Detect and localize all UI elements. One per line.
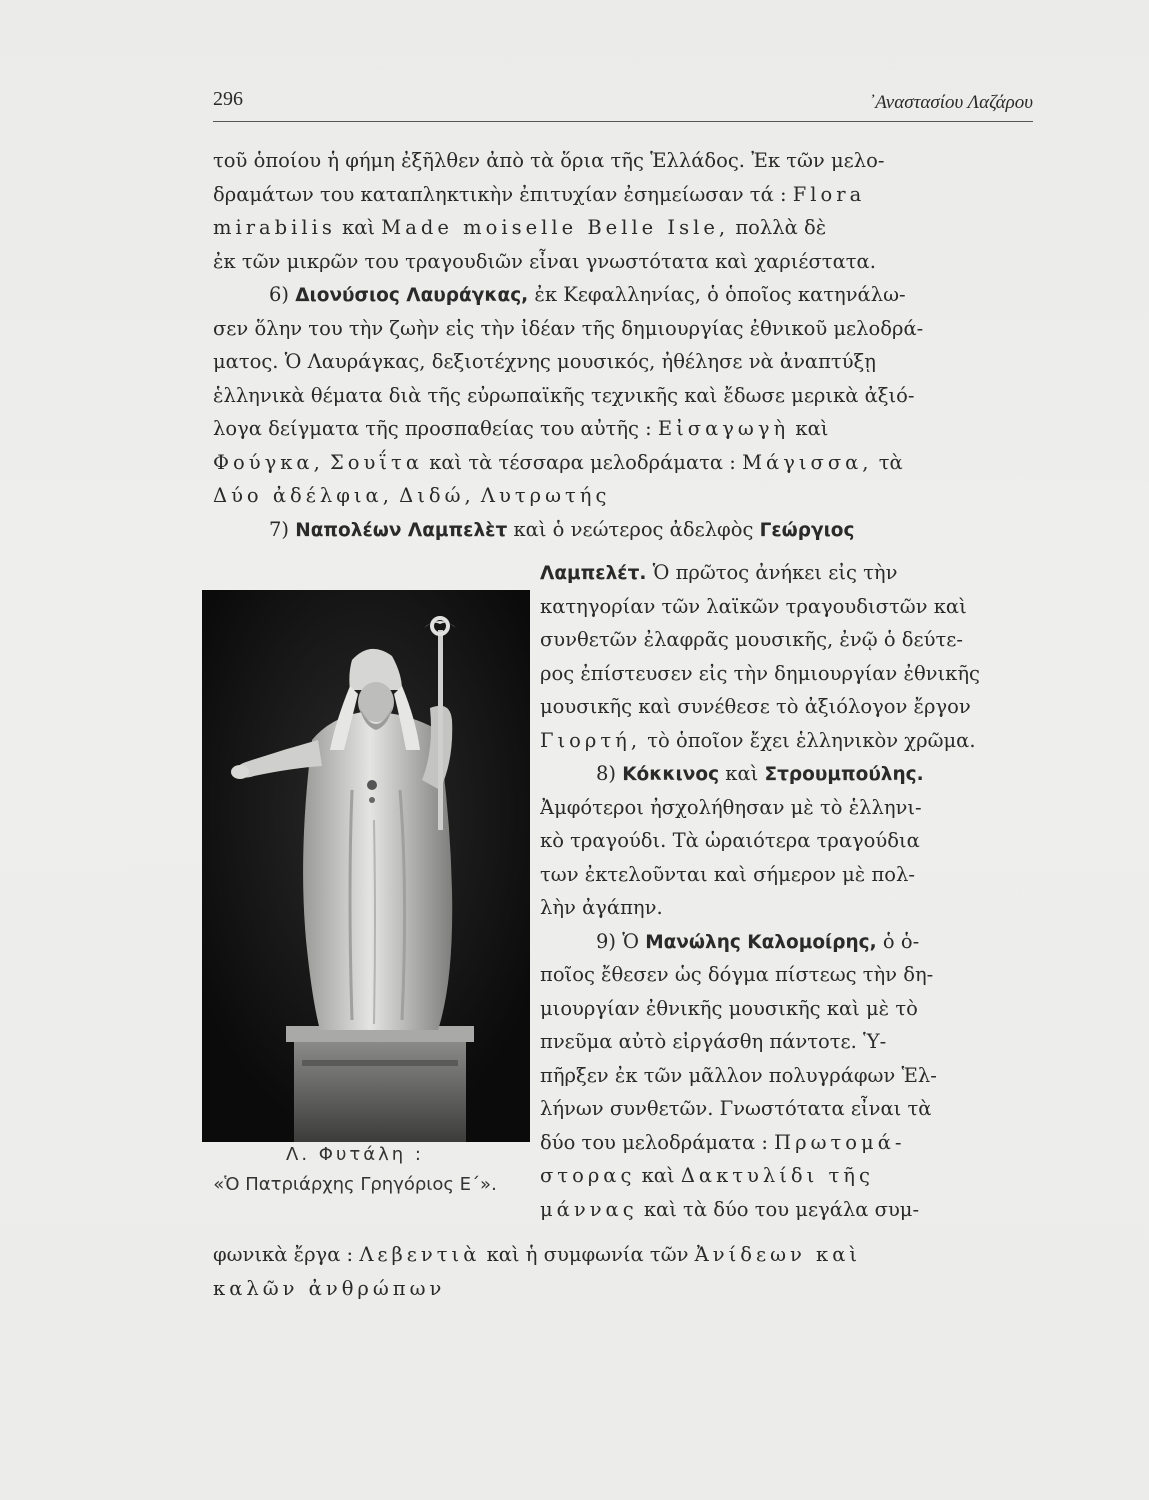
page-number: 296 [213,88,243,110]
text-line-content: ἑλληνικὰ θέματα διὰ τῆς εὐρωπαϊκῆς τεχνικῆς καὶ ἔδωσε μερικὰ ἀξιό- [213,383,915,407]
text-fragment: Ὁ [622,929,639,953]
text-line [213,379,1033,413]
text-line [540,824,1033,858]
text-line [540,992,1033,1026]
page-header [213,88,1033,124]
text-fragment: πολλὰ δὲ [735,216,827,239]
text-line-content: Ἀμφότεροι ἠσχολήθησαν μὲ τὸ ἑλληνι- [540,795,922,819]
text-line [540,623,1033,657]
text-fragment: τὰ [878,450,903,474]
text-line [540,1059,1033,1093]
text-line-content: μιουργίαν ἐθνικῆς μουσικῆς καὶ μὲ τὸ [540,996,918,1020]
work-title: Πρωτομά- [774,1130,906,1154]
item-number: 8) [596,762,617,785]
caption-title: «Ὁ Πατριάρχης Γρηγόριος Ε΄». [213,1174,497,1195]
text-line [540,556,1033,590]
paragraph-7-start [213,513,1033,547]
work-title: Δακτυλίδι τῆς [680,1164,874,1187]
text-line-content: ρος ἐπίστευσεν εἰς τὴν δημιουργίαν ἐθνικῆς [540,661,980,685]
text-line-content: δραμάτων του καταπληκτικὴν ἐπιτυχίαν ἐσημείωσαν τά : [213,182,787,206]
text-line-content: λήνων συνθετῶν. Γνωστότατα εἶναι τὰ [540,1097,932,1120]
text-fragment: φωνικὰ ἔργα : [213,1243,354,1266]
caption-artist: Λ. Φυτάλη : [286,1144,424,1165]
text-fragment: ἐκ Κεφαλληνίας, ὁ ὁποῖος κατηνάλω- [534,283,906,306]
composer-name: Ναπολέων Λαμπελὲτ [295,519,508,541]
work-title: Εἰσαγωγὴ [657,417,790,440]
text-line [540,690,1033,724]
figure-caption [180,1140,530,1200]
text-fragment: καὶ [342,216,376,239]
work-title: Ἀνίδεων καὶ [694,1243,862,1266]
text-fragment: καὶ ὁ νεώτερος ἀδελφὸς [513,517,754,541]
work-title: Λεβεντιὰ [359,1243,481,1266]
text-line-content: τοῦ ὁποίου ἡ φήμη ἐξῆλθεν ἀπὸ τὰ ὅρια τῆς Ἑλλάδος. Ἐκ τῶν μελο- [213,149,885,172]
text-fragment: καὶ [641,1164,675,1187]
statue-figure-image [202,590,530,1142]
work-title: Made moiselle Belle Isle, [381,216,730,239]
item-number: 7) [269,517,290,541]
text-line [540,1092,1033,1126]
text-line [540,891,1033,925]
text-line [213,479,1033,513]
text-line-content: κατηγορίαν τῶν λαϊκῶν τραγουδιστῶν καὶ [540,594,967,618]
text-line-content: ματος. Ὁ Λαυράγκας, δεξιοτέχνης μουσικός, ἠθέλησε νὰ ἀναπτύξῃ [213,350,876,373]
text-line [213,345,1033,379]
text-fragment: Ὁ πρῶτος ἀνήκει εἰς τὴν [652,561,898,584]
text-line [540,1159,1033,1193]
running-head: ᾿Αναστασίου Λαζάρου [868,92,1033,113]
work-title: καλῶν ἀνθρώπων [213,1276,446,1300]
text-fragment: δύο του μελοδράματα : [540,1130,768,1154]
work-title: Λυτρωτής [480,484,611,507]
text-line-content: των ἐκτελοῦνται καὶ σήμερον μὲ πολ- [540,862,915,886]
text-line-content: πῆρξεν ἐκ τῶν μᾶλλον πολυγράφων Ἑλ- [540,1063,937,1087]
work-title: Δύο ἀδέλφια, [213,484,393,507]
text-line [213,211,1033,245]
work-title: Διδώ, [399,484,475,507]
text-line [540,1025,1033,1059]
header-rule [213,121,1033,122]
text-line [540,791,1033,825]
composer-name: Διονύσιος Λαυράγκας, [295,285,529,306]
text-line-content: κὸ τραγούδι. Τὰ ὡραιότερα τραγούδια [540,829,920,852]
text-line [213,412,1033,446]
text-line [540,657,1033,691]
text-fragment: καὶ τὰ δύο του μεγάλα συμ- [643,1197,920,1221]
text-line [540,590,1033,624]
body-text [213,144,1033,546]
text-fragment: καὶ [795,417,829,440]
item-number: 6) [269,283,290,306]
text-line [540,958,1033,992]
text-line [213,1272,1033,1306]
paragraph-8-start [540,757,1033,791]
text-fragment: ὁ ὁ- [882,929,920,953]
paragraph-6-start [213,278,1033,312]
text-line [213,245,1033,279]
text-line-content: λογα δείγματα τῆς προσπαθείας του αὐτῆς : [213,417,652,440]
composer-name: Κόκκινος [622,764,720,785]
text-line [540,858,1033,892]
text-fragment: τὸ ὁποῖον ἔχει ἑλληνικὸν χρῶμα. [647,728,976,752]
work-title: στορας [540,1164,636,1187]
work-title: Σουΐτα [330,450,423,474]
composer-name: Στρουμπούλης. [764,764,924,785]
bottom-text [213,1238,1033,1305]
statue-photo [202,590,530,1142]
right-column-text [540,556,1033,1226]
text-line [213,178,1033,212]
text-line-content: σεν ὅλην του τὴν ζωὴν εἰς τὴν ἰδέαν τῆς δημιουργίας ἐθνικοῦ μελοδρά- [213,316,924,340]
text-line [540,1126,1033,1160]
work-title: Μάγισσα, [742,450,873,474]
composer-name: Λαμπελέτ. [540,563,647,584]
text-line-content: ἐκ τῶν μικρῶν του τραγουδιῶν εἶναι γνωστότατα καὶ χαριέστατα. [213,249,876,273]
text-line [213,144,1033,178]
work-title: Flora [792,182,866,206]
text-line-content: ποῖος ἔθεσεν ὡς δόγμα πίστεως τὴν δη- [540,963,934,986]
text-line-content: λὴν ἀγάπην. [540,896,663,919]
work-title: Φούγκα, [213,450,324,474]
text-line [213,312,1033,346]
paragraph-9-start [540,925,1033,959]
text-line-content: μουσικῆς καὶ συνέθεσε τὸ ἀξιόλογον ἔργον [540,695,971,718]
text-fragment: καὶ [725,762,759,785]
text-line [213,446,1033,480]
work-title: mirabilis [213,216,336,239]
text-line-content: πνεῦμα αὐτὸ εἰργάσθη πάντοτε. Ὑ- [540,1030,887,1053]
text-line [540,724,1033,758]
composer-name: Γεώργιος [759,519,855,541]
text-fragment: καὶ ἡ συμφωνία τῶν [486,1243,689,1266]
item-number: 9) [596,929,617,953]
text-line [213,1238,1033,1272]
work-title: Γιορτή, [540,728,642,752]
composer-name: Μανώλης Καλομοίρης, [645,931,877,953]
text-line [540,1193,1033,1227]
text-line-content: συνθετῶν ἐλαφρᾶς μουσικῆς, ἐνῷ ὁ δεύτε- [540,628,963,651]
work-title: μάννας [540,1197,638,1221]
text-fragment: καὶ τὰ τέσσαρα μελοδράματα : [429,450,736,474]
